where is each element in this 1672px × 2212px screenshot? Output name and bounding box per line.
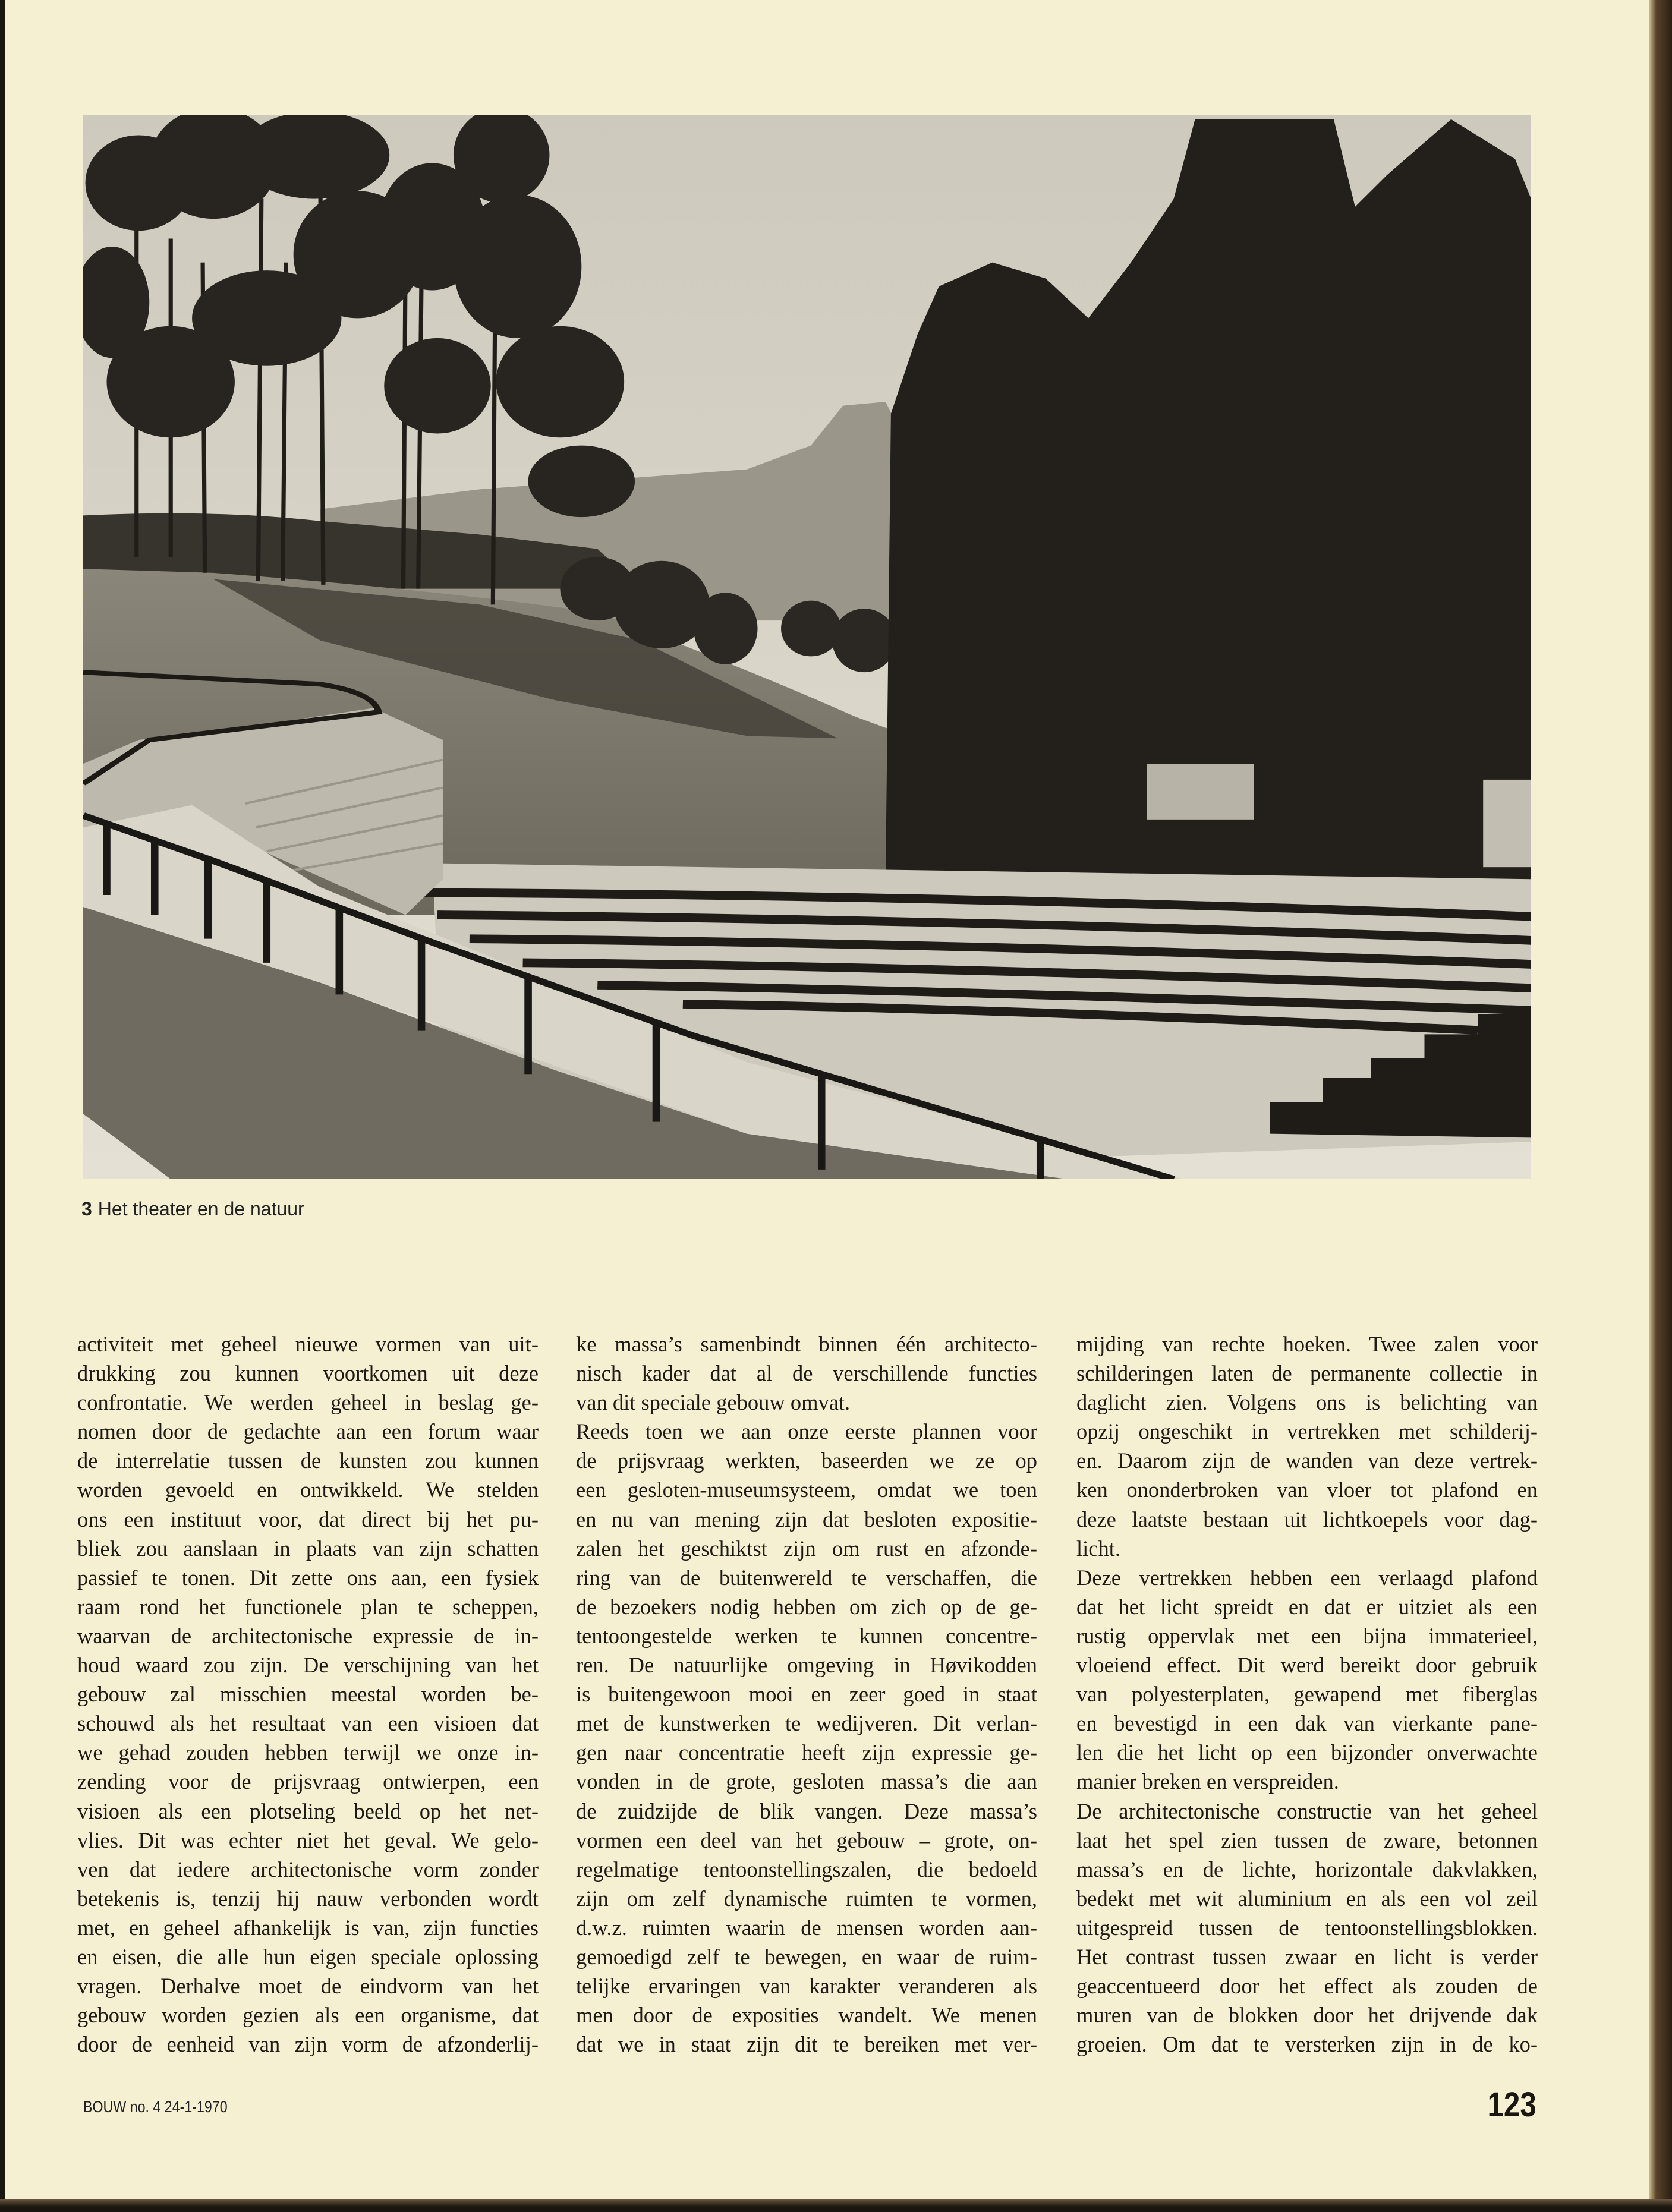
text-line: ring van de buitenwereld te verschaffen, die	[576, 1565, 1037, 1590]
text-line: men door de exposities wandelt. We menen	[576, 2003, 1037, 2028]
text-line: opzij ongeschikt in vertrekken met schilderij-	[1076, 1419, 1538, 1444]
text-column-3	[1076, 1329, 1538, 2059]
issue-info: BOUW no. 4 24-1-1970	[83, 2098, 228, 2116]
text-line: met de kunstwerken te wedijveren. Dit verlan-	[576, 1711, 1037, 1736]
text-line: houd waard zou zijn. De verschijning van het	[77, 1653, 539, 1678]
text-line: worden gevoeld en ontwikkeld. We stelden	[77, 1477, 539, 1502]
text-line: door de eenheid van zijn vorm de afzonderlij-	[77, 2032, 539, 2057]
text-line: telijke ervaringen van karakter veranderen als	[576, 1974, 1037, 1999]
text-line: vlies. Dit was echter niet het geval. We gelo-	[77, 1827, 539, 1852]
text-line: visioen als een plotseling beeld op het net-	[77, 1798, 539, 1823]
text-line: de zuidzijde de blik vangen. Deze massa’s	[576, 1798, 1037, 1823]
text-line: bedekt met wit aluminium en als een vol zeil	[1076, 1886, 1538, 1911]
text-line: uitgespreid tussen de tentoonstellingsblokken.	[1076, 1915, 1538, 1940]
text-line: confrontatie. We werden geheel in beslag ge-	[77, 1390, 539, 1415]
text-line: en eisen, die alle hun eigen speciale oplossing	[77, 1944, 539, 1969]
text-line: licht.	[1076, 1536, 1120, 1561]
text-line: ren. De natuurlijke omgeving in Høvikodden	[576, 1653, 1037, 1678]
text-line: activiteit met geheel nieuwe vormen van uit-	[77, 1332, 539, 1356]
text-line: de bezoekers nodig hebben om zich op de ge-	[576, 1594, 1037, 1619]
text-line: een gesloten-museumsysteem, omdat we toen	[576, 1477, 1037, 1502]
text-line: nisch kader dat al de verschillende functies	[576, 1361, 1037, 1386]
text-line: geaccentueerd door het effect als zouden de	[1076, 1974, 1538, 1999]
text-line: mijding van rechte hoeken. Twee zalen voor	[1076, 1332, 1538, 1356]
text-line: groeien. Om dat te versterken zijn in de ko-	[1076, 2032, 1538, 2057]
text-line: en bevestigd in een dak van vierkante pane-	[1076, 1711, 1538, 1736]
text-line: gen naar concentratie heeft zijn expressie ge-	[576, 1740, 1037, 1765]
text-line: ven dat iedere architectonische vorm zonder	[77, 1857, 539, 1882]
text-line: vloeiend effect. Dit werd bereikt door gebruik	[1076, 1653, 1538, 1678]
text-line: zending voor de prijsvraag ontwierpen, een	[77, 1769, 539, 1794]
figure-caption	[81, 1198, 304, 1220]
text-line: drukking zou kunnen voortkomen uit deze	[77, 1361, 539, 1386]
text-line: en nu van mening zijn dat besloten expositie-	[576, 1507, 1037, 1532]
text-line: vonden in de grote, gesloten massa’s die aan	[576, 1769, 1037, 1794]
figure-number: 3	[81, 1198, 92, 1220]
text-line: De architectonische constructie van het geheel	[1076, 1798, 1538, 1823]
text-line: regelmatige tentoonstellingszalen, die bedoeld	[576, 1857, 1037, 1882]
text-line: en. Daarom zijn de wanden van deze vertrek-	[1076, 1448, 1538, 1473]
text-line: schilderingen laten de permanente collectie in	[1076, 1361, 1538, 1386]
text-line: van polyesterplaten, gewapend met fiberglas	[1076, 1682, 1538, 1707]
text-line: vormen een deel van het gebouw – grote, on-	[576, 1827, 1037, 1852]
text-line: massa’s en de lichte, horizontale dakvlakken,	[1076, 1857, 1538, 1882]
text-line: van dit speciale gebouw omvat.	[576, 1390, 851, 1415]
text-line: passief te tonen. Dit zette ons aan, een fysiek	[77, 1565, 539, 1590]
text-line: bliek zou aanslaan in plaats van zijn schatten	[77, 1536, 539, 1561]
text-line: manier breken en verspreiden.	[1076, 1769, 1339, 1794]
photo-theater-and-nature	[83, 115, 1531, 1179]
text-line: de prijsvraag werkten, baseerden we ze op	[576, 1448, 1037, 1473]
text-line: raam rond het functionele plan te scheppen,	[77, 1594, 539, 1619]
text-line: daglicht zien. Volgens ons is belichting van	[1076, 1390, 1538, 1415]
text-line: muren van de blokken door het drijvende dak	[1076, 2003, 1538, 2028]
text-line: betekenis is, tenzij hij nauw verbonden wordt	[77, 1886, 539, 1911]
page-edge-left	[0, 0, 5, 2212]
text-line: vragen. Derhalve moet de eindvorm van het	[77, 1974, 539, 1999]
text-line: is buitengewoon mooi en zeer goed in staat	[576, 1682, 1037, 1707]
figure-caption-text: Het theater en de natuur	[97, 1198, 304, 1220]
text-line: nomen door de gedachte aan een forum waar	[77, 1419, 539, 1444]
page-edge-bottom	[0, 2199, 1672, 2212]
text-line: we gehad zouden hebben terwijl we onze in-	[77, 1740, 539, 1765]
text-line: gemoedigd zelf te bewegen, en waar de ruim-	[576, 1944, 1037, 1969]
page-edge-right	[1649, 0, 1672, 2212]
text-line: met, en geheel afhankelijk is van, zijn functies	[77, 1915, 539, 1940]
text-column-2	[576, 1329, 1037, 2059]
page-number: 123	[1487, 2085, 1536, 2124]
text-line: d.w.z. ruimten waarin de mensen worden aan-	[576, 1915, 1037, 1940]
text-line: Deze vertrekken hebben een verlaagd plafond	[1076, 1565, 1538, 1590]
text-line: zalen het geschiktst zijn om rust en afzonde-	[576, 1536, 1037, 1561]
text-line: gebouw zal misschien meestal worden be-	[77, 1682, 539, 1707]
text-line: tentoongestelde werken te kunnen concentre-	[576, 1623, 1037, 1648]
text-line: waarvan de architectonische expressie de in-	[77, 1623, 539, 1648]
text-line: deze laatste bestaan uit lichtkoepels voor dag-	[1076, 1507, 1538, 1532]
text-line: laat het spel zien tussen de zware, betonnen	[1076, 1827, 1538, 1852]
text-line: ken ononderbroken van vloer tot plafond en	[1076, 1477, 1538, 1502]
text-line: gebouw worden gezien als een organisme, dat	[77, 2003, 539, 2028]
text-line: dat we in staat zijn dit te bereiken met ver-	[576, 2032, 1037, 2057]
text-line: schouwd als het resultaat van een visioen dat	[77, 1711, 539, 1736]
text-line: de interrelatie tussen de kunsten zou kunnen	[77, 1448, 539, 1473]
text-line: Het contrast tussen zwaar en licht is verder	[1076, 1944, 1538, 1969]
text-line: rustig oppervlak met een bijna immaterieel,	[1076, 1623, 1538, 1648]
lake-glimpse-2	[1483, 780, 1531, 867]
text-line: ke massa’s samenbindt binnen één architecto-	[576, 1332, 1037, 1356]
text-line: ons een instituut voor, dat direct bij het pu-	[77, 1507, 539, 1532]
lake-glimpse	[1147, 764, 1254, 820]
text-line: dat het licht spreidt en dat er uitziet als een	[1076, 1594, 1538, 1619]
text-line: Reeds toen we aan onze eerste plannen voor	[576, 1419, 1037, 1444]
text-line: zijn om zelf dynamische ruimten te vormen,	[576, 1886, 1037, 1911]
text-line: len die het licht op een bijzonder onverwachte	[1076, 1740, 1538, 1765]
text-column-1	[77, 1329, 539, 2059]
